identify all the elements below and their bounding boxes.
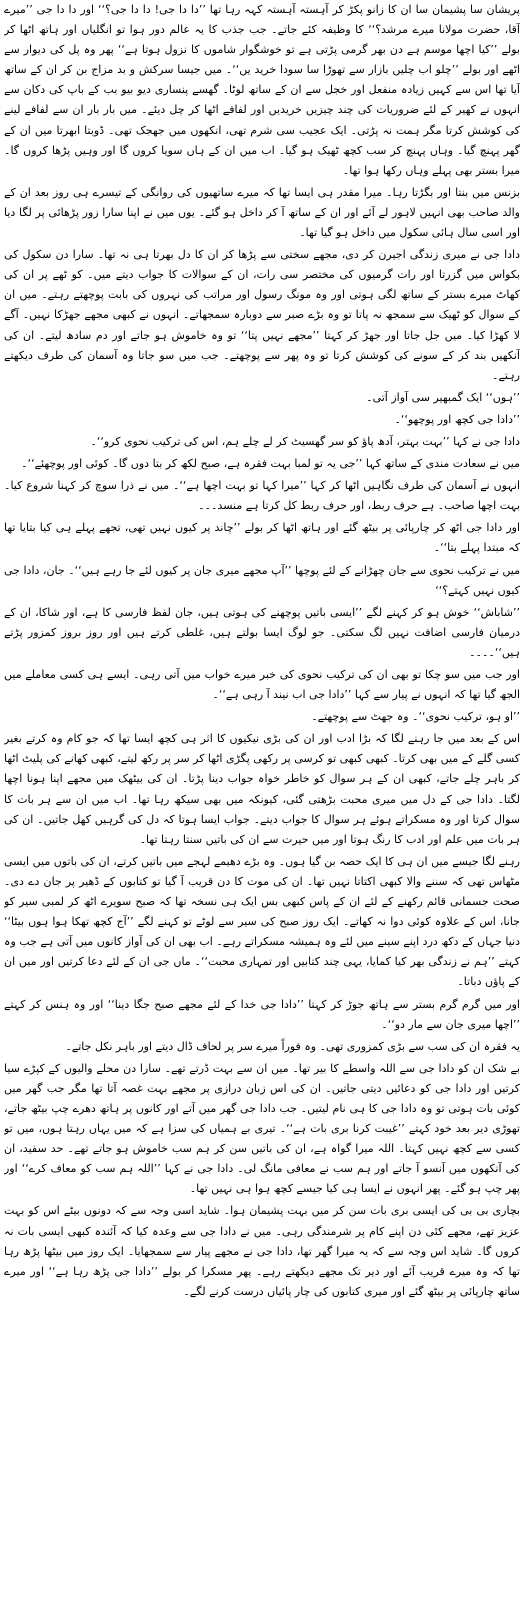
- paragraph: اور دادا جی اٹھ کر چارپائی پر بیٹھ گئے اور ہاتھ اٹھا کر بولے ’’چاند پر کیوں نہیں تھی، تجھے پہلے ہی کیا بتایا تھا کہ مبتدا پہلے بتا‘‘۔: [4, 521, 520, 555]
- paragraph: انہوں نے آسمان کی طرف نگاہیں اٹھا کر کہا ’’میرا کہا تو بہت اچھا ہے‘‘۔ میں نے ذرا سوچ کر کہنا شروع کیا۔ بہت اچھا صاحب۔ ہے حرف ربط، اور حرف ربط کل کرتا ہے منسد۔۔۔: [4, 479, 520, 513]
- paragraph: اس کے بعد میں جا رہنے لگا کہ بڑا ادب اور ان کی بڑی نیکیوں کا اثر ہی کچھ ایسا تھا کہ جو کام وہ کرتے بغیر کسی گلے کے میں بھی کرتا۔ کبھی کبھی تو کرسی پر رکھی پگڑی اٹھا کر سر پر رکھ لیتے، کبھی کھانے کی پلیٹ اٹھا کر باہر چلے جاتے، کبھی ان کے ہر سوال کو خاطر خواہ جواب دینا پڑتا۔ ان کی بیٹھک میں مجھے اپنا ہونا اچھا لگتا۔ دادا جی کے دل میں میری محبت بڑھتی گئی، کیونکہ میں بھی سیکھ رہا تھا۔ اب میں ان سے ہر بات کا سوال کرتا اور وہ مسکراتے ہوئے ہر سوال کا جواب دیتے۔ جواب ایسا ہوتا کہ دل کی گرہیں کھل جاتیں۔ ان کی ہر بات میں علم اور ادب کا رنگ ہوتا اور میں حیرت سے ان کی باتیں سنتا رہتا تھا۔: [4, 732, 520, 846]
- paragraph: بزنس میں بنتا اور بگڑتا رہا۔ میرا مقدر ہی ایسا تھا کہ میرے ساتھیوں کی روانگی کے تیسرے ہی روز بعد ان کے والد صاحب بھی انہیں لاہور لے آئے اور ان کے ساتھ آ کر داخل ہو گئے۔ یوں میں نے اپنا سارا زور پڑھائی پر لگا دیا اور اسی سال ہائی سکول میں داخل ہو گیا تھا۔: [4, 185, 520, 240]
- paragraph: بچاری بی بی کی ایسی بری بات سن کر میں بہت پشیمان ہوا۔ شاید اسی وجہ سے کہ دونوں بیٹے اس کو بہت عزیز تھے، مجھے کئی دن اپنے کام پر شرمندگی رہی۔ میں نے دادا جی سے وعدہ کیا کہ آئندہ کبھی ایسی بات نہ کروں گا۔ شاید اس وجہ سے کہ یہ میرا گھر تھا، دادا جی نے مجھے پیار سے سمجھایا۔ ایک روز میں بیٹھا پڑھ رہا تھا کہ وہ میرے قریب آئے اور دیر تک مجھے دیکھتے رہے۔ پھر مسکرا کر بولے ’’دادا جی پڑھ رہا ہے‘‘ اور میرے ساتھ چارپائی پر بیٹھ گئے اور میری کتابوں کی چار پائیاں درست کرنے لگے۔: [4, 1204, 520, 1298]
- paragraph: ’’شاباش‘‘ خوش ہو کر کہنے لگے ’’ایسی باتیں پوچھنے کی ہوتی ہیں، جان لفظ فارسی کا ہے، اور شاکا، ان کے درمیان فارسی اضافت نہیں لگ سکتی۔ جو لوگ ایسا بولتے ہیں، غلطی کرتے ہیں اور روز بروز کمزور پڑتے ہیں‘‘۔۔۔۔: [4, 605, 520, 659]
- paragraph: ’’دادا جی کچھ اور پوچھو‘‘۔: [394, 412, 520, 426]
- paragraph: دادا جی نے کہا ’’بہت بہتر، آدھ پاؤ کو سر گھسیٹ کر لے چلے ہم، اس کی ترکیب نحوی کرو‘‘۔: [90, 434, 520, 448]
- paragraph: دادا جی نے میری زندگی اجیرن کر دی، مجھے سختی سے پڑھا کر ان کا دل بھرتا ہی نہ تھا۔ سارا دن سکول کی بکواس میں گزرتا اور رات گرمیوں کی مختصر سی رات، ان کے سوالات کا جواب دیتے میں۔ کو ٹھے پر ان کی کھاٹ میرے بستر کے ساتھ لگی ہوتی اور وہ مونگ رسول اور مراتب کی نہروں کی بابت پوچھتے رہتے۔ میں ان کے سوال کو ٹھیک سے سمجھ نہ پاتا تو وہ بڑے صبر سے دوبارہ سمجھاتے۔ انہوں نے کبھی مجھے جھڑکا نہیں۔ آگے لا کھڑا کیا۔ میں جل جاتا اور جھڑ کر کہتا ’’مجھے نہیں پتا‘‘ تو وہ خاموش ہو جاتے اور دم سادھ لیتے۔ ان کی آنکھیں بند کر کے سونے کی کوشش کرتا تو وہ پھر سے پوچھتے۔ جب میں سو جاتا وہ آسمان کی طرف دیکھتے رہتے۔: [4, 248, 520, 382]
- paragraph: ’’ہوں‘‘ ایک گمبھیر سی آواز آتی۔: [366, 390, 520, 404]
- paragraph: یہ فقرہ ان کی سب سے بڑی کمزوری تھی۔ وہ فوراً میرے سر پر لحاف ڈال دیتے اور باہر نکل جاتے۔: [65, 1039, 520, 1053]
- paragraph: رہنے لگا جیسے میں ان ہی کا ایک حصہ بن گیا ہوں۔ وہ بڑے دھیمے لہجے میں باتیں کرتے، ان کی باتوں میں ایسی مٹھاس تھی کہ سننے والا کبھی اکتاتا نہیں تھا۔ ان کی موت کا دن قریب آ گیا تو کتابوں کے ڈھیر پر جان دے دی۔ صحت جسمانی قائم رکھنے کے لئے ان کے پاس کبھی بس ایک ہی نسخہ تھا کہ صبح سویرے اٹھ کر لمبی سیر کو جانا، اس کے علاوہ کوئی دوا نہ کھاتے۔ ایک روز صبح کی سیر سے لوٹے تو کہنے لگے ’’آج کچھ تھکا ہوا ہوں بیٹا‘‘ دنیا جہاں کے دکھ درد اپنے سینے میں لئے وہ ہمیشہ مسکراتے رہے۔ اب بھی ان کی آواز کانوں میں آتی ہے جب وہ کہتے ’’ہم نے زندگی بھر کیا کمایا، یہی چند کتابیں اور تمہاری محبت‘‘۔ ماں جی ان کے لئے دعا کرتیں اور میں ان کے پاؤں دباتا۔: [4, 854, 520, 989]
- paragraph: میں نے سعادت مندی کے ساتھ کہا ’’جی یہ تو لمبا بہت فقرہ ہے، صبح لکھ کر بتا دوں گا۔ کوئی اور پوچھئے‘‘۔: [21, 457, 520, 471]
- paragraph: ’’او ہو، ترکیب نحوی‘‘۔ وہ جھٹ سے پوچھتے۔: [311, 710, 520, 724]
- paragraph: اور جب میں سو چکا تو بھی ان کی ترکیب نحوی کی خبر میرے خواب میں آتی رہی۔ ایسے ہی کسی معاملے میں الجھ گیا تھا کہ انہوں نے پیار سے کہا ’’دادا جی اب نیند آ رہی ہے‘‘۔: [4, 668, 520, 702]
- paragraph: اور میں گرم گرم بستر سے ہاتھ جوڑ کر کہتا ’’دادا جی خدا کے لئے مجھے صبح جگا دینا‘‘ اور وہ ہنس کر کہتے ’’اچھا میری جان سے مار دو‘‘۔: [4, 997, 520, 1031]
- paragraph: میں نے ترکیب نحوی سے جان چھڑانے کے لئے پوچھا ’’آپ مجھے میری جان پر کیوں لئے جا رہے ہیں‘‘۔ جان، دادا جی کیوں نہیں کہتے؟‘‘: [4, 563, 520, 597]
- urdu-text-page: [4, 0, 520, 1600]
- paragraph: بے شک ان کو دادا جی سے اللہ واسطے کا بیر تھا۔ میں ان سے بہت ڈرتے تھے۔ سارا دن محلے والیوں کے کپڑے سیا کرتیں اور دادا جی کو دعائیں دیتی جاتیں۔ ان کی اس زبان درازی پر مجھے بہت غصہ آتا تھا مگر جب گھر میں کوئی بات ہوتی تو وہ دادا جی کا ہی نام لیتیں۔ جب دادا جی گھر میں آتے اور کانوں پر ہاتھ دھرے چپ بیٹھ جاتے، تھوڑی دیر بعد خود کہتے ’’غیبت کرنا بری بات ہے‘‘۔ تیری بے ہمیاں کی سزا ہے کہ میں یہاں رہتا ہوں، میں تو کسی سے کچھ نہیں کہتا۔ اللہ میرا گواہ ہے، ان کی باتیں سن کر ہم سب خاموش ہو جاتے تھے۔ حد سفید، ان کی آنکھوں میں آنسو آ جاتے اور ہم سب نے معافی مانگ لی۔ دادا جی نے کہا ’’اللہ ہم سب کو معاف کرے‘‘ اور پھر چپ ہو گئے۔ پھر انہوں نے ایسا ہی کیا جیسے کچھ ہوا ہی نہیں تھا۔: [4, 1061, 520, 1196]
- paragraph: پریشان سا پشیمان سا ان کا زانو پکڑ کر آہستہ آہستہ کہہ رہا تھا ’’دا دا جی! دا دا جی؟‘‘ اور دا دا جی ’’میرے آقا، حضرت مولانا میرے مرشد؟‘‘ کا وظیفہ کئے جاتے۔ جب جذب کا یہ عالم دور ہوا تو انگلیاں اور ہاتھ اٹھا کر بولے ’’کیا اچھا موسم ہے دن بھر گرمی پڑتی ہے تو خوشگوار شاموں کا نزول ہوتا ہے‘‘ پھر وہ پل کی دیوار سے اٹھے اور بولے ’’چلو اب چلیں بازار سے تھوڑا سا سودا خرید یں‘‘۔ میں جیسا سرکش و بد مزاج بن کر ان کے ساتھ آیا تھا اس سے کہیں زیادہ منفعل اور خجل سے ان کے ساتھ لوٹا۔ گھسے پنساری دیو بیو بب کے باپ کی دکان سے انہوں نے کھیر کے لئے ضروریات کی چند چیزیں خریدیں اور لفافے اٹھا کر چل دیئے۔ میں بار بار ان سے لفافے لینے کی کوشش کرتا مگر ہمت نہ پڑتی۔ ایک عجیب سی شرم تھی، انکھوں میں جھجک تھی۔ ڈوبتا ابھرتا میں ان کے گھر پہنچ گیا۔ وہاں پہنچ کر سب کچھ ٹھیک ہو گیا۔ اب میں ان کے ہاں سویا کروں گا اور وہیں پڑھا کروں گا۔ میرا بستر بھی پہلے وہاں رکھا ہوا تھا۔: [4, 3, 520, 177]
